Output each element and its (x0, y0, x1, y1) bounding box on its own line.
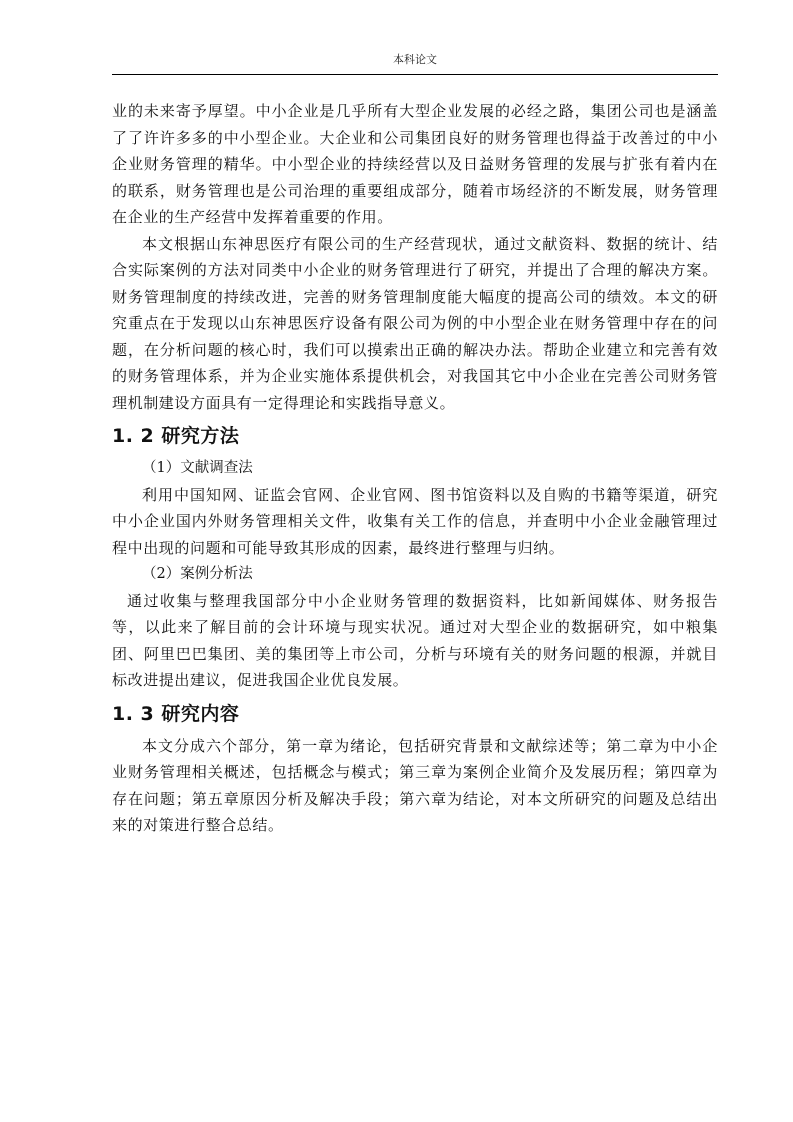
intro-paragraph-purpose: 本文根据山东神思医疗有限公司的生产经营现状，通过文献资料、数据的统计、结合实际案例的方法对同类中小企业的财务管理进行了研究，并提出了合理的解决方案。财务管理制度的持续改进，完善的财务管理制度能大幅度的提高公司的绩效。本文的研究重点在于发现以山东神思医疗设备有限公司为例的中小型企业在财务管理中存在的问题，在分析问题的核心时，我们可以摸索出正确的解决办法。帮助企业建立和完善有效的财务管理体系，并为企业实施体系提供机会，对我国其它中小企业在完善公司财务管理机制建设方面具有一定得理论和实践指导意义。 (112, 234, 718, 412)
header-rule (112, 74, 718, 75)
page-body (112, 98, 718, 839)
method-label-literature: （1）文献调查法 (142, 460, 253, 476)
research-content-paragraph: 本文分成六个部分，第一章为绪论，包括研究背景和文献综述等；第二章为中小企业财务管理相关概述，包括概念与模式；第三章为案例企业简介及发展历程；第四章为存在问题；第五章原因分析及解决手段；第六章为结论，对本文所研究的问题及总结出来的对策进行整合总结。 (112, 736, 718, 834)
method-text-literature: 利用中国知网、证监会官网、企业官网、图书馆资料以及自购的书籍等渠道，研究中小企业国内外财务管理相关文件，收集有关工作的信息，并查明中小企业金融管理过程中出现的问题和可能导致其形成的因素，最终进行整理与归纳。 (112, 485, 718, 557)
section-heading-research-content: 1. 3 研究内容 (112, 702, 240, 725)
section-heading-research-methods: 1. 2 研究方法 (112, 425, 240, 447)
intro-paragraph-continued: 业的未来寄予厚望。中小企业是几乎所有大型企业发展的必经之路，集团公司也是涵盖了了许许多多的中小型企业。大企业和公司集团良好的财务管理也得益于改善过的中小企业财务管理的精华。中小型企业的持续经营以及日益财务管理的发展与扩张有着内在的联系，财务管理也是公司治理的重要组成部分，随着市场经济的不断发展，财务管理在企业的生产经营中发挥着重要的作用。 (112, 102, 718, 226)
page-header-title: 本科论文 (393, 53, 437, 66)
method-label-case-analysis: （2）案例分析法 (142, 566, 253, 582)
method-text-case-analysis: 通过收集与整理我国部分中小企业财务管理的数据资料，比如新闻媒体、财务报告等，以此来了解目前的会计环境与现实状况。通过对大型企业的数据研究，如中粮集团、阿里巴巴集团、美的集团等上市公司，分析与环境有关的财务问题的根源，并就目标改进提出建议，促进我国企业优良发展。 (112, 591, 718, 689)
